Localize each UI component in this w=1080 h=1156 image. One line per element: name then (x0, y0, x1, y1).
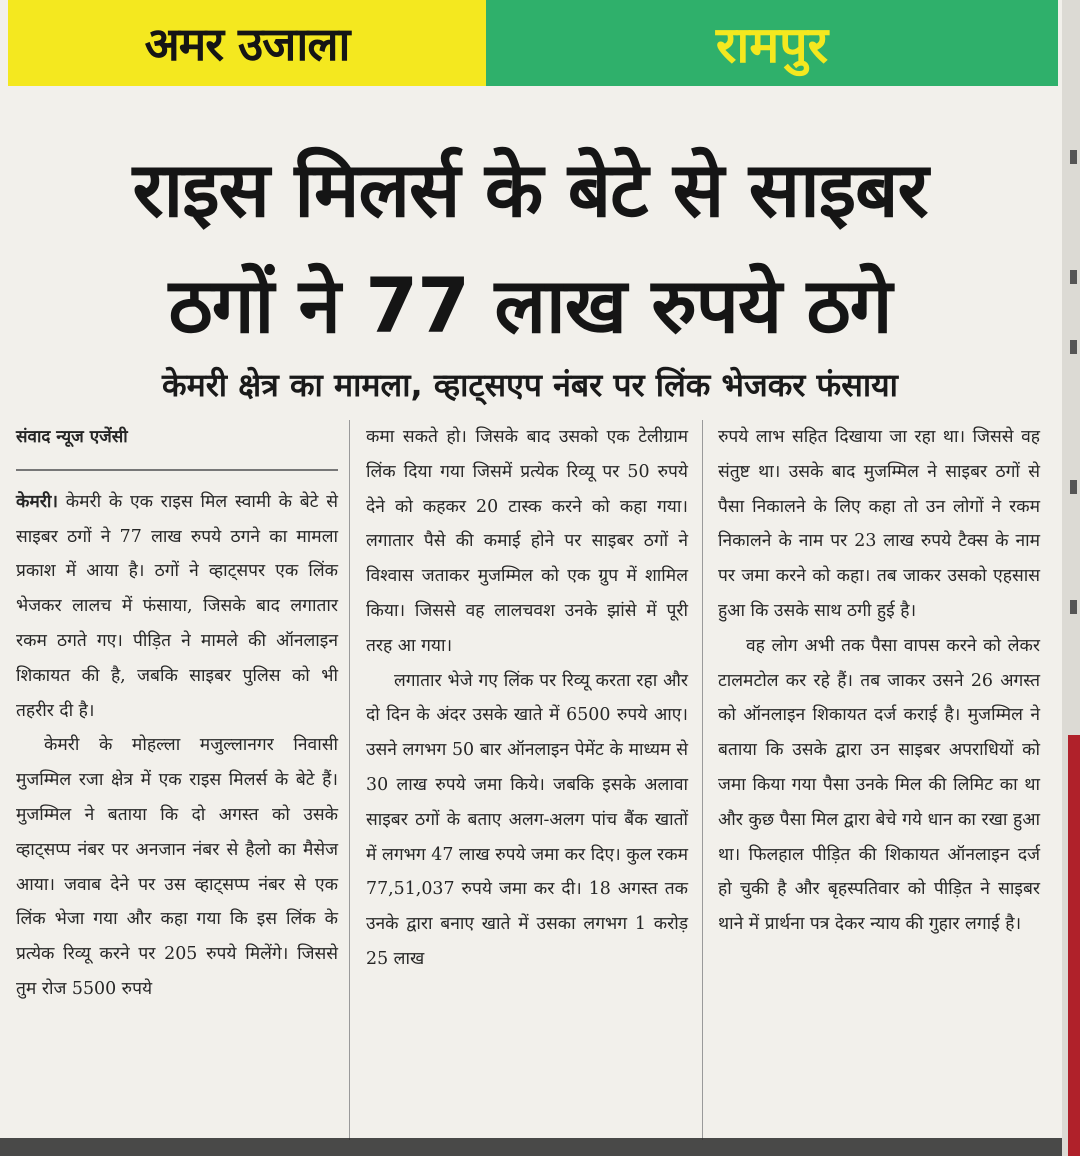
headline (10, 132, 1050, 364)
byline-divider (16, 469, 338, 471)
headline-line-2: ठगों ने 77 लाख रुपये ठगे (168, 261, 892, 350)
paragraph-text: केमरी के एक राइस मिल स्वामी के बेटे से साइबर ठगों ने 77 लाख रुपये ठगने का मामला प्रकाश में आया है। ठगों ने व्हाट्सपर एक लिंक भेजकर लालच में फंसाया, जिसके बाद लगातार रकम ठगते गए। पीड़ित ने मामले की ऑनलाइन शिकायत की है, जबकि साइबर पुलिस को भी तहरीर दी है। (16, 491, 338, 721)
article-column-1 (16, 420, 338, 1007)
edge-mark (1070, 600, 1077, 614)
paragraph: रुपये लाभ सहित दिखाया जा रहा था। जिससे वह संतुष्ट था। उसके बाद मुजम्मिल ने साइबर ठगों से पैसा निकालने के लिए कहा तो उन लोगों ने रकम निकालने के नाम पर 23 लाख रुपये टैक्स के नाम पर जमा करने को कहा। तब जाकर उसको एहसास हुआ कि उसके साथ ठगी हुई है। (718, 427, 1040, 621)
edge-mark (1070, 340, 1077, 354)
masthead-city-band (486, 0, 1058, 86)
headline-line-1: राइस मिलर्स के बेटे से साइबर (132, 145, 928, 234)
adjacent-page-edge (1062, 0, 1080, 1156)
paragraph: केमरी के मोहल्ला मजुल्लानगर निवासी मुजम्मिल रजा क्षेत्र में एक राइस मिलर्स के बेटे हैं। मुजम्मिल ने बताया कि दो अगस्त को उसके व्हाट्सप्प नंबर पर अनजान नंबर से हैलो का मैसेज आया। जवाब देने पर उस व्हाट्सप्प नंबर से एक लिंक भेजा गया और कहा गया कि इस लिंक के प्रत्येक रिव्यू करने पर 205 रुपये मिलेंगे। जिससे तुम रोज 5500 रुपये (16, 735, 338, 999)
masthead-brand-band (8, 0, 486, 86)
edition-city: रामपुर (715, 16, 829, 74)
paragraph (16, 485, 338, 729)
adjacent-red-block (1068, 735, 1080, 1156)
article-column-2 (366, 420, 688, 977)
byline: संवाद न्यूज एजेंसी (16, 427, 128, 447)
column-divider (702, 420, 703, 1140)
paragraph: लगातार भेजे गए लिंक पर रिव्यू करता रहा और दो दिन के अंदर उसके खाते में 6500 रुपये आए। उसने लगभग 50 बार ऑनलाइन पेमेंट के माध्यम से 30 लाख रुपये जमा किये। जबकि इसके अलावा साइबर ठगों के बताए अलग-अलग पांच बैंक खातों में लगभग 47 लाख रुपये जमा कर दिए। कुल रकम 77,51,037 रुपये जमा कर दी। 18 अगस्त तक उनके द्वारा बनाए खाते में उसका लगभग 1 करोड़ 25 लाख (366, 670, 688, 969)
subheadline: केमरी क्षेत्र का मामला, व्हाट्सएप नंबर पर लिंक भेजकर फंसाया (162, 366, 898, 404)
paragraph: वह लोग अभी तक पैसा वापस करने को लेकर टालमटोल कर रहे हैं। तब जाकर उसने 26 अगस्त को ऑनलाइन शिकायत दर्ज कराई है। मुजम्मिल ने बताया कि उसके द्वारा उन साइबर अपराधियों को जमा किया गया पैसा उनके मिल की लिमिट का था और कुछ पैसा मिल द्वारा बेचे गये धान का रखा हुआ था। फिलहाल पीड़ित की शिकायत ऑनलाइन दर्ज हो चुकी है और बृहस्पतिवार को पीड़ित ने साइबर थाने में प्रार्थना पत्र देकर न्याय की गुहार लगाई है। (718, 635, 1040, 935)
edge-mark (1070, 480, 1077, 494)
article-column-3 (718, 420, 1040, 942)
dateline: केमरी। (16, 491, 58, 512)
masthead (8, 0, 1058, 86)
newspaper-logo: अमर उजाला (144, 17, 350, 71)
paragraph: कमा सकते हो। जिसके बाद उसको एक टेलीग्राम लिंक दिया गया जिसमें प्रत्येक रिव्यू पर 50 रुपये देने को कहकर 20 टास्क करने को कहा गया। लगातार पैसे की कमाई होने पर साइबर ठगों ने विश्वास जताकर मुजम्मिल को एक ग्रुप में शामिल किया। जिससे वह लालचवश उनके झांसे में पूरी तरह आ गया। (366, 427, 688, 656)
edge-mark (1070, 270, 1077, 284)
bottom-cutoff-strip (0, 1138, 1062, 1156)
edge-mark (1070, 150, 1077, 164)
column-divider (349, 420, 350, 1140)
